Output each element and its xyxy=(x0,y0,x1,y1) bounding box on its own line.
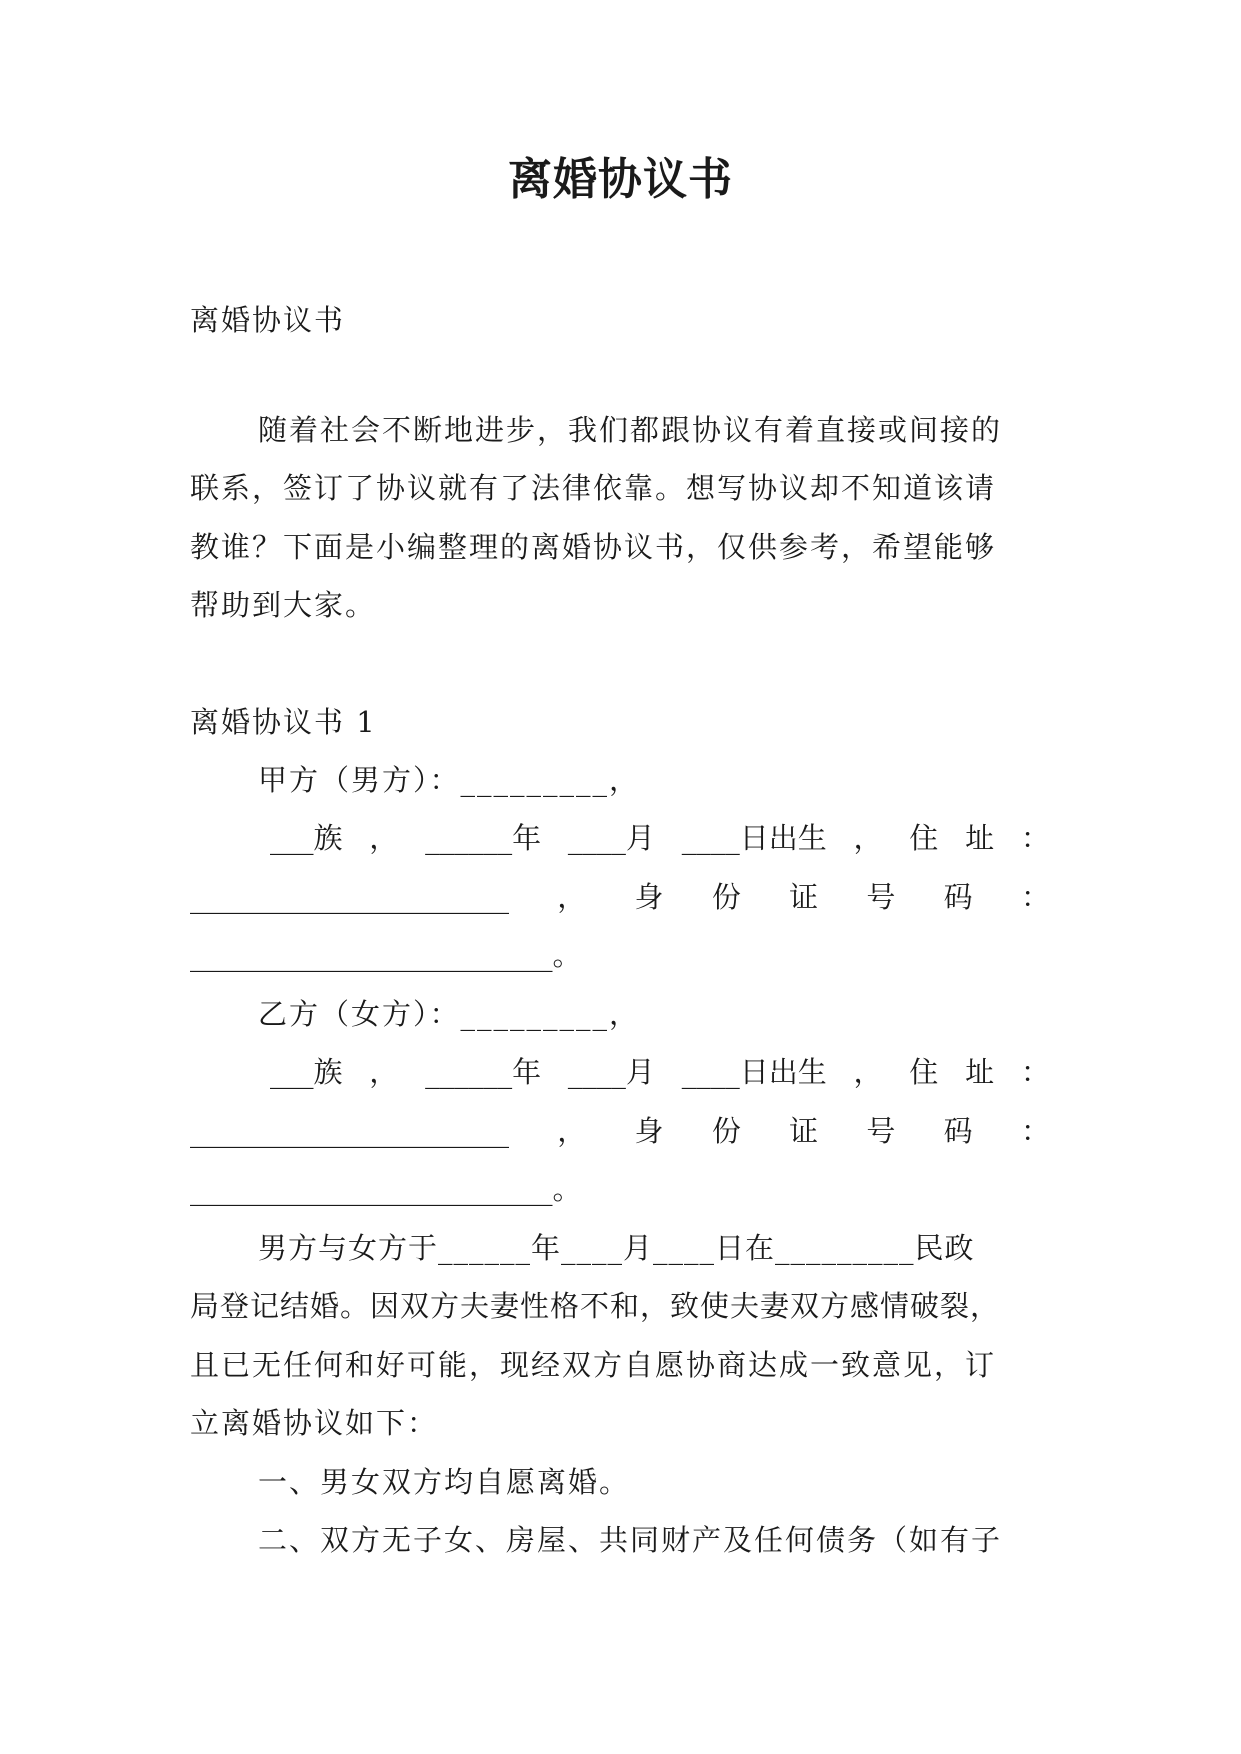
party-b-id-token: ， xyxy=(557,1114,587,1148)
party-b-label: 乙方（女方）：_________， xyxy=(258,997,641,1031)
clause-2: 二、双方无子女、房屋、共同财产及任何债务（如有子 xyxy=(258,1523,1003,1557)
party-a-id-token: 份 xyxy=(711,880,741,914)
intro-line-4: 帮助到大家。 xyxy=(190,588,377,622)
party-a-birth-token: ， xyxy=(853,821,883,855)
party-b-birth-token: ， xyxy=(853,1055,883,1089)
party-b-id-token: 份 xyxy=(711,1114,741,1148)
party-a-birth-token: 址 xyxy=(965,821,995,855)
party-a-birth-token: ， xyxy=(369,821,399,855)
party-a-label: 甲方（男方）：_________， xyxy=(258,763,641,797)
party-a-id-token: ： xyxy=(1020,880,1050,914)
intro-line-3: 教谁？下面是小编整理的离婚协议书，仅供参考，希望能够 xyxy=(190,530,997,564)
party-b-birth-token: 址 xyxy=(965,1055,995,1089)
party-b-id-token: 身 xyxy=(634,1114,664,1148)
body-line-3: 且已无任何和好可能，现经双方自愿协商达成一致意见，订 xyxy=(190,1348,997,1382)
intro-line-2: 联系，签订了协议就有了法律依靠。想写协议却不知道该请 xyxy=(190,471,997,505)
party-a-birth-token: ______年 xyxy=(425,821,542,855)
intro-line-1: 随着社会不断地进步，我们都跟协议有着直接或间接的 xyxy=(258,413,1003,447)
body-line-4: 立离婚协议如下： xyxy=(190,1406,439,1440)
clause-1: 一、男女双方均自愿离婚。 xyxy=(258,1465,631,1499)
party-b-id-line xyxy=(190,1111,1050,1151)
party-a-birth-token: 住 xyxy=(909,821,939,855)
party-b-birth-token: ___族 xyxy=(270,1055,343,1089)
party-b-birth-token: ， xyxy=(369,1055,399,1089)
section-heading: 离婚协议书 1 xyxy=(190,705,377,739)
party-b-id-token: ______________________ xyxy=(190,1114,509,1148)
party-a-id-token: 身 xyxy=(634,880,664,914)
party-b-id-end: _________________________。 xyxy=(190,1172,582,1206)
party-a-id-line xyxy=(190,877,1050,917)
party-b-birth-token: ______年 xyxy=(425,1055,542,1089)
body-line-2: 局登记结婚。因双方夫妻性格不和，致使夫妻双方感情破裂， xyxy=(190,1289,1001,1323)
party-a-id-token: 号 xyxy=(866,880,896,914)
party-b-id-token: 号 xyxy=(866,1114,896,1148)
party-a-id-token: 码 xyxy=(943,880,973,914)
party-a-id-token: ______________________ xyxy=(190,880,509,914)
party-b-birth-token: ____日出生 xyxy=(681,1055,827,1089)
party-b-birth-line xyxy=(270,1052,1050,1092)
party-b-birth-token: ： xyxy=(1020,1055,1050,1089)
party-a-birth-token: ____日出生 xyxy=(681,821,827,855)
party-a-id-end: _________________________。 xyxy=(190,938,582,972)
party-b-birth-token: ____月 xyxy=(567,1055,655,1089)
party-a-id-token: 证 xyxy=(789,880,819,914)
document-title: 离婚协议书 xyxy=(508,154,733,205)
party-a-birth-token: ____月 xyxy=(567,821,655,855)
party-b-id-token: 码 xyxy=(943,1114,973,1148)
party-b-id-token: 证 xyxy=(789,1114,819,1148)
party-a-birth-line xyxy=(270,818,1050,858)
party-b-id-token: ： xyxy=(1020,1114,1050,1148)
body-line-1: 男方与女方于______年____月____日在_________民政 xyxy=(258,1231,975,1265)
party-b-birth-token: 住 xyxy=(909,1055,939,1089)
party-a-birth-token: ___族 xyxy=(270,821,343,855)
party-a-birth-token: ： xyxy=(1020,821,1050,855)
document-subtitle: 离婚协议书 xyxy=(190,303,346,337)
party-a-id-token: ， xyxy=(557,880,587,914)
